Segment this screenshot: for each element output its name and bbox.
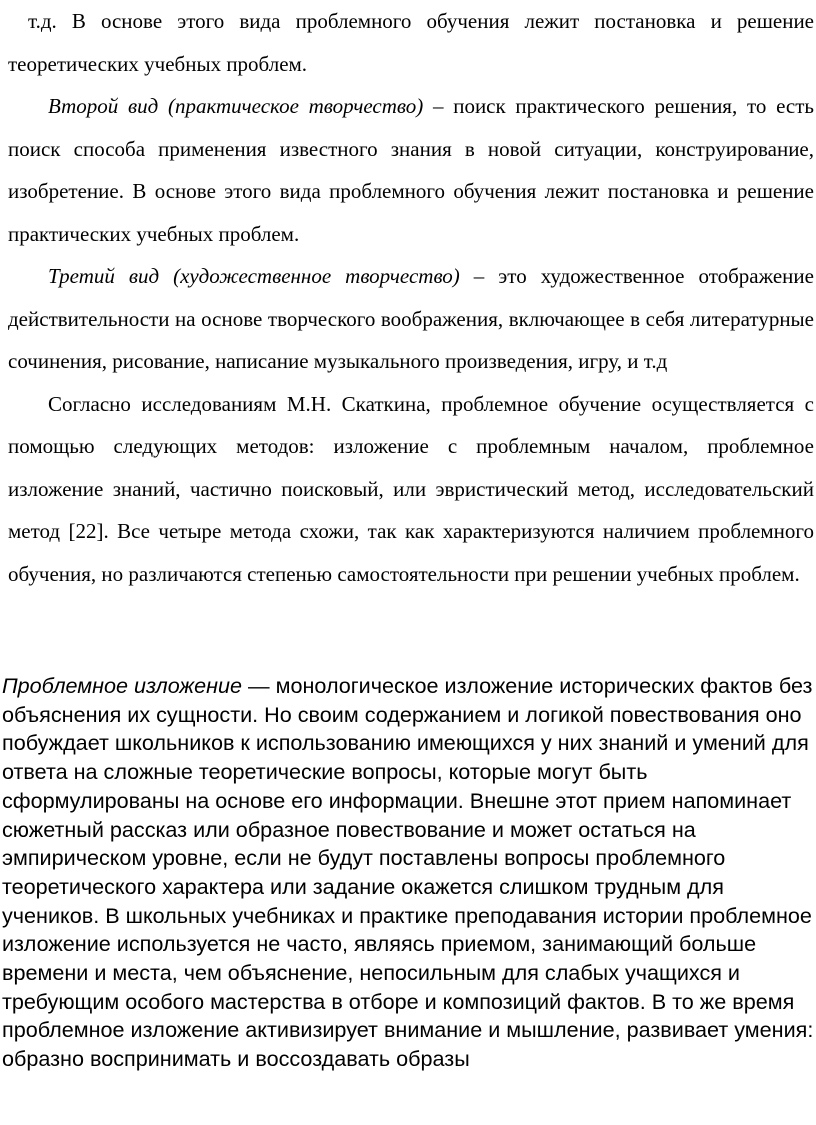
paragraph-text: т.д. В основе этого вида проблемного обучения лежит постановка и решение теоретических учебных проблем. — [8, 9, 814, 76]
paragraph-problem-exposition — [2, 672, 816, 1074]
paragraph-theoretical-problems — [8, 0, 814, 85]
paragraph-second-type — [8, 85, 814, 255]
paragraph-skatkin-methods — [8, 383, 814, 596]
paragraph-text: Согласно исследованиям М.Н. Скаткина, проблемное обучение осуществляется с помощью следующих методов: изложение с проблемным началом, проблемное изложение знаний, частично поисковый, или эвристический метод, исследовательский метод [22]. Все четыре метода схожи, так как характеризуются наличием проблемного обучения, но различаются степенью самостоятельности при решении учебных проблем. — [8, 391, 814, 586]
term-second-type: Второй вид (практическое творчество) — [48, 94, 424, 118]
paragraph-text: — монологическое изложение исторических фактов без объяснения их сущности. Но своим содержанием и логикой повествования оно побуждает школьников к использованию имеющихся у них знаний и умений для ответа на сложные теоретические вопросы, которые могут быть сформулированы на основе его информации. Внешне этот прием напоминает сюжетный рассказ или образное повествование и может остаться на эмпирическом уровне, если не будут поставлены вопросы проблемного теоретического характера или задание окажется слишком трудным для учеников. В школьных учебниках и практике преподавания истории проблемное изложение используется не часто, являясь приемом, занимающий больше времени и места, чем объяснение, непосильным для слабых учащихся и требующим особого мастерства в отборе и композиций фактов. В то же время проблемное изложение активизирует внимание и мышление, развивает умения: образно воспринимать и воссоздавать образы — [2, 673, 814, 1072]
paragraph-text: – это художественное отображение действительности на основе творческого воображения, включающее в себя литературные сочинения, рисование, написание музыкального произведения, игру, и т.д — [8, 264, 814, 373]
paragraph-text: – поиск практического решения, то есть поиск способа применения известного знания в новой ситуации, конструирование, изобретение. В основе этого вида проблемного обучения лежит постановка и решение практических учебных проблем. — [8, 94, 815, 246]
sans-text-block — [2, 672, 816, 1074]
term-third-type: Третий вид (художественное творчество) — [48, 264, 460, 288]
paragraph-third-type — [8, 255, 814, 383]
term-problem-exposition: Проблемное изложение — [2, 673, 243, 698]
serif-text-block — [8, 0, 814, 595]
